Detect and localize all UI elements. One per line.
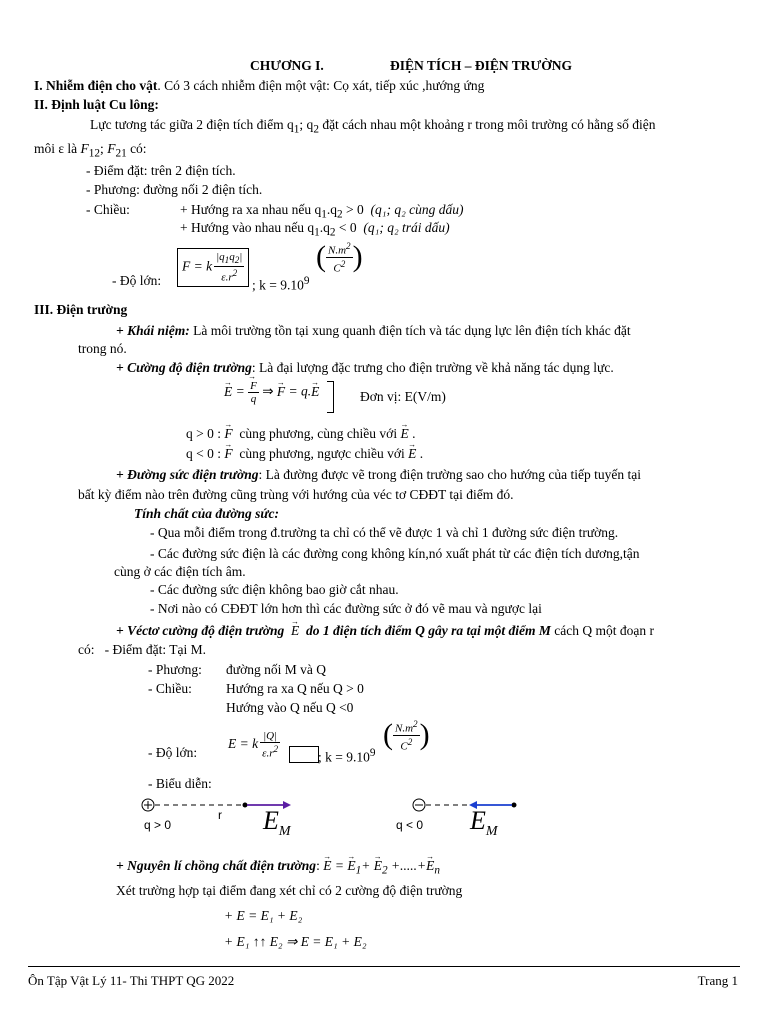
coulomb-item-2: - Phương: đường nối 2 điện tích. bbox=[86, 182, 263, 197]
point-m-negative bbox=[512, 803, 517, 808]
vector-sense-label: - Chiều: bbox=[148, 681, 192, 696]
positive-charge-icon bbox=[142, 799, 154, 811]
property-2-cont: cùng ở các điện tích âm. bbox=[114, 564, 246, 579]
property-2: - Các đường sức điện là các đường cong không kín,nó xuất phát từ các điện tích dương,tận bbox=[150, 546, 640, 561]
point-m-positive bbox=[243, 803, 248, 808]
footer-divider bbox=[28, 966, 740, 967]
coulomb-para-1: Lực tương tác giữa 2 điện tích điểm $q_1$; $q_2$ đặt cách nhau một khoảng r trong môi trường có hằng số điện bbox=[90, 117, 656, 136]
blank-box bbox=[289, 746, 319, 763]
em-label-positive: $E_M$ bbox=[263, 806, 291, 840]
property-4: - Nơi nào có CĐĐT lớn hơn thì các đường sức ở đó vẽ mau và ngược lại bbox=[150, 601, 542, 616]
unit-text: Đơn vị: E(V/m) bbox=[360, 389, 446, 404]
vector-point: có: - Điểm đặt: Tại M. bbox=[78, 642, 206, 657]
q-negative: q < 0 : → F cùng phương, ngược chiều với → E . bbox=[186, 445, 423, 463]
chapter-topic: ĐIỆN TÍCH – ĐIỆN TRƯỜNG bbox=[390, 58, 573, 73]
vector-heading: + Véctơ cường độ điện trường → E do 1 điện tích điểm Q gây ra tại một điểm M cách Q một đoạn r bbox=[116, 622, 654, 640]
coulomb-magnitude-label: - Độ lớn: bbox=[112, 273, 162, 288]
chapter-label: CHƯƠNG I. bbox=[250, 58, 324, 73]
vector-unit: ( $\frac{N.m^2}{C^2}$ ) bbox=[383, 718, 430, 753]
q-negative-label: q < 0 bbox=[396, 818, 424, 832]
vector-magnitude-formula: E = k $\frac{|Q|}{\varepsilon.r^2}$ bbox=[228, 730, 279, 760]
field-strength: + Cường độ điện trường: Là đại lượng đặc trưng cho điện trường về khả năng tác dụng lực. bbox=[116, 360, 614, 375]
field-lines: + Đường sức điện trường: Là đường được vẽ trong điện trường sao cho hướng của tiếp tuyến tại bbox=[116, 467, 641, 482]
property-3: - Các đường sức điện không bao giờ cắt nhau. bbox=[150, 582, 399, 597]
vector-k: ; $k = 9.10^9$ bbox=[318, 747, 376, 765]
concept: + Khái niệm: Là môi trường tồn tại xung quanh điện tích và tác dụng lực lên điện tích khác đặt bbox=[116, 323, 631, 338]
footer-page: Trang 1 bbox=[697, 973, 738, 988]
vector-direction: đường nối M và Q bbox=[226, 662, 326, 677]
negative-charge-icon bbox=[413, 799, 425, 811]
em-label-negative: $E_M$ bbox=[470, 806, 498, 840]
coulomb-direction-a: + Hướng ra xa nhau nếu $q_1.q_2 > 0$ (q₁; q₂ cùng dấu) bbox=[180, 202, 464, 221]
coulomb-unit: ( $\frac{N.m^2}{C^2}$ ) bbox=[316, 240, 363, 275]
section-3-heading: III. Điện trường bbox=[34, 302, 128, 317]
representation-label: - Biểu diễn: bbox=[148, 776, 212, 791]
property-1: - Qua mỗi điểm trong đ.trường ta chỉ có thể vẽ được 1 và chỉ 1 đường sức điện trường. bbox=[150, 525, 619, 540]
section-2-heading: II. Định luật Cu lông: bbox=[34, 97, 159, 112]
footer-left: Ôn Tập Vật Lý 11- Thi THPT QG 2022 bbox=[28, 973, 235, 988]
coulomb-direction-b: + Hướng vào nhau nếu $q_1.q_2 < 0$ (q₁; q₂ trái dấu) bbox=[180, 220, 450, 239]
coulomb-item-1: - Điểm đặt: trên 2 điện tích. bbox=[86, 163, 236, 178]
vector-direction-label: - Phương: bbox=[148, 662, 202, 677]
section-1: I. Nhiễm điện cho vật. Có 3 cách nhiễm điện một vật: Cọ xát, tiếp xúc ,hướng ứng bbox=[34, 78, 485, 93]
r-label: r bbox=[218, 808, 222, 822]
field-lines-cont: bất kỳ điểm nào trên đường cũng trùng với hướng của véc tơ CĐĐT tại điểm đó. bbox=[78, 487, 514, 502]
vector-sense-2: Hướng vào Q nếu Q <0 bbox=[226, 700, 354, 715]
field-diagram bbox=[0, 790, 768, 840]
formula-parallel: + E₁ ↑↑ E₂ ⇒ E = E₁ + E₂ bbox=[224, 934, 367, 949]
properties-heading: Tính chất của đường sức: bbox=[134, 506, 279, 521]
formula-sum: + E = E₁ + E₂ bbox=[224, 908, 303, 923]
coulomb-item-3-label: - Chiều: bbox=[86, 202, 130, 217]
q-positive-label: q > 0 bbox=[144, 818, 172, 832]
coulomb-formula: F = k $\frac{|q_1q_2|}{\varepsilon.r^2}$ bbox=[177, 248, 249, 287]
case-text: Xét trường hợp tại điểm đang xét chỉ có 2 cường độ điện trường bbox=[116, 883, 463, 898]
vector-sense-1: Hướng ra xa Q nếu Q > 0 bbox=[226, 681, 364, 696]
formula-bracket bbox=[327, 381, 334, 413]
q-positive: q > 0 : → F cùng phương, cùng chiều với → E . bbox=[186, 425, 415, 443]
coulomb-para-2: môi ε là $F_{12}$; $F_{21}$ có: bbox=[34, 141, 147, 160]
superposition: + Nguyên lí chồng chất điện trường: → E = → $E_1+ \to E_2$ +.....+→ $E_n$ bbox=[116, 857, 440, 880]
coulomb-k: ; $k = 9.10^9$ bbox=[252, 275, 310, 293]
vector-magnitude-label: - Độ lớn: bbox=[148, 745, 198, 760]
field-strength-formula: → E = → $\frac{F}{q}$ ⇒ → F = q.→ E bbox=[224, 380, 319, 405]
concept-cont: trong nó. bbox=[78, 341, 127, 356]
